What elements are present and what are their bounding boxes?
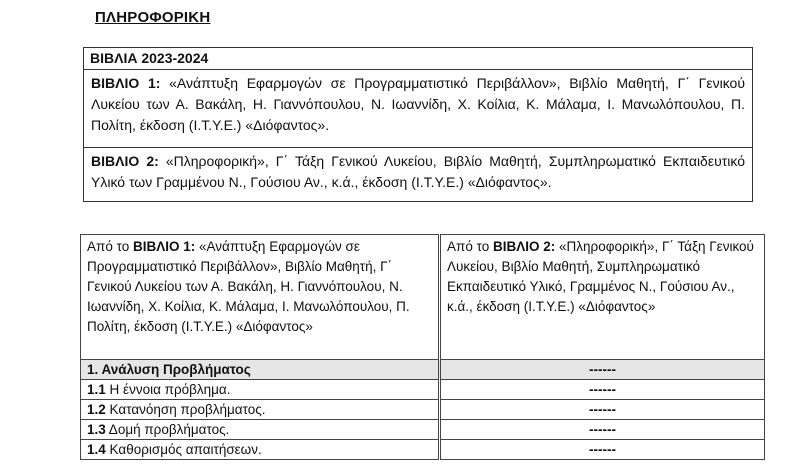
left-text: «Ανάπτυξη Εφαρμογών σε Προγραμματιστικό Περιβάλλον», Βιβλίο Μαθητή, Γ΄ Γενικού Λυκείου των Α. Βακάλη, Η. Γιαννόπουλου, Ν. Ιωαννίδη, Χ. Κοίλια, Κ. Μάλαμα, Ι. Μανωλόπουλου, Π. Πολίτη, έκδοση (Ι.Τ.Υ.Ε.) «Διόφαντος» [87,239,410,334]
right-header-cell [440,235,765,360]
left-prefix: Από το [87,239,130,254]
table-row [81,400,765,420]
row-left-cell [81,440,440,460]
book2-entry [84,148,752,193]
table-row [81,380,765,400]
row-title: Καθορισμός απαιτήσεων. [109,442,262,457]
row-right: ------ [440,380,765,400]
table-row [81,420,765,440]
row-title: 1. Ανάλυση Προβλήματος [81,360,440,380]
table-row [81,360,765,380]
book1-text: «Ανάπτυξη Εφαρμογών σε Προγραμματιστικό Περιβάλλον», Βιβλίο Μαθητή, Γ΄ Γενικού Λυκείου των Α. Βακάλη, Η. Γιαννόπουλου, Ν. Ιωαννίδη, Χ. Κοίλια, Κ. Μάλαμα, Ι. Μανωλόπουλου, Π. Πολίτη, έκδοση (Ι.Τ.Υ.Ε.) «Διόφαντος». [91,75,746,133]
table-header-row [81,235,765,360]
row-left-cell [81,380,440,400]
page-heading: ΠΛΗΡΟΦΟΡΙΚΗ [95,9,211,26]
book1-label: ΒΙΒΛΙΟ 1: [91,75,161,91]
row-title: Κατανόηση προβλήματος. [109,402,266,417]
books-box [83,47,753,202]
book2-text: «Πληροφορική», Γ΄ Τάξη Γενικού Λυκείου, Βιβλίο Μαθητή, Συμπληρωματικό Εκπαιδευτικό Υλικό των Γραμμένου Ν., Γούσιου Αν., κ.ά., έκδοση (Ι.Τ.Υ.Ε.) «Διόφαντος». [91,153,745,190]
right-text: «Πληροφορική», Γ΄ Τάξη Γενικού Λυκείου, Βιβλίο Μαθητή, Συμπληρωματικό Εκπαιδευτικό Υλικό, Γραμμένος Ν., Γούσιου Αν., κ.ά., έκδοση (Ι.Τ.Υ.Ε.) «Διόφαντος» [447,239,754,314]
left-label: ΒΙΒΛΙΟ 1: [133,239,196,254]
mapping-table [80,234,765,460]
row-right: ------ [440,440,765,460]
row-left-cell [81,400,440,420]
row-num: 1.3 [87,422,106,437]
row-right: ------ [440,360,765,380]
row-right: ------ [440,400,765,420]
left-header-cell [81,235,440,360]
row-left-cell [81,420,440,440]
book1-entry [84,70,752,148]
row-num: 1.2 [87,402,106,417]
row-right: ------ [440,420,765,440]
row-num: 1.4 [87,442,106,457]
row-num: 1.1 [87,382,106,397]
right-label: ΒΙΒΛΙΟ 2: [493,239,556,254]
row-title: Η έννοια πρόβλημα. [109,382,231,397]
books-title: ΒΙΒΛΙΑ 2023-2024 [84,48,752,70]
right-prefix: Από το [447,239,490,254]
row-title: Δομή προβλήματος. [108,422,230,437]
book2-label: ΒΙΒΛΙΟ 2: [91,153,159,169]
table-row [81,440,765,460]
